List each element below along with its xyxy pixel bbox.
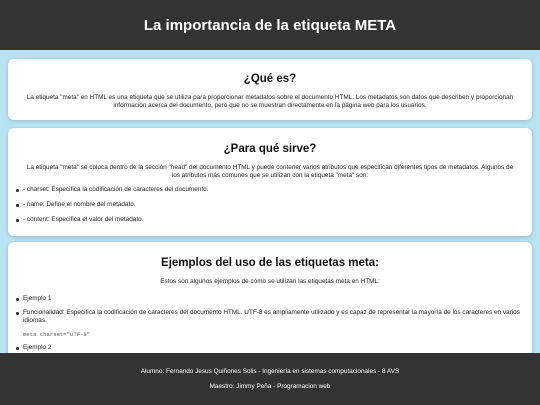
list-item: - content: Especifica el valor del metadato. <box>16 216 520 224</box>
section-text: Estos son algunos ejemplos de cómo se utilizan las etiquetas meta en HTML: <box>160 278 380 285</box>
main-content[interactable] <box>0 50 540 353</box>
section-heading: ¿Qué es? <box>243 73 297 85</box>
footer-teacher: Maestro: Jimmy Peña - Programacion web <box>209 382 331 390</box>
section-heading: Ejemplos del uso de las etiquetas meta: <box>161 257 379 269</box>
page-footer <box>0 353 540 405</box>
examples-list <box>8 295 532 352</box>
page-header <box>0 0 540 50</box>
footer-student: Alumno: Fernando Jesus Quiñones Solis - Ingeniería en sistemas computacionales - 8 AVS <box>140 367 400 375</box>
attribute-list <box>8 186 532 224</box>
section-examples <box>8 242 532 353</box>
section-text: La etiqueta "meta" se coloca dentro de la sección "head" del documento HTML y puede contener varios atributos que especifican diferentes tipos de metadatos. Algunos de los atributos más comunes que se utilizan con la etiqueta "meta" son: <box>26 164 514 179</box>
list-item: - name: Define el nombre del metadato. <box>16 201 520 209</box>
example-title: Ejemplo 1 <box>16 295 520 303</box>
section-heading: ¿Para qué sirve? <box>223 143 317 155</box>
list-item: - charset: Especifica la codificación de caracteres del documento. <box>16 186 520 194</box>
section-what-is <box>8 59 532 120</box>
section-purpose <box>8 128 532 236</box>
example-title: Ejemplo 2 <box>16 344 520 352</box>
example-description: Funcionalidad: Especifica la codificación de caracteres del documento HTML. UTF-8 es ampliamente utilizado y es capaz de representar la mayoría de los caracteres en varios idiomas. <box>16 309 520 325</box>
example-code: meta charset="UTF-8" <box>23 331 91 338</box>
section-text: La etiqueta "meta" en HTML es una etiqueta que se utiliza para proporcionar metadatos sobre el documento HTML. Los metadatos son datos que describen y proporcionan información acerca del documento, pero que no se muestran directamente en la página web para los usuarios. <box>26 94 514 109</box>
page-title: La importancia de la etiqueta META <box>143 16 397 34</box>
